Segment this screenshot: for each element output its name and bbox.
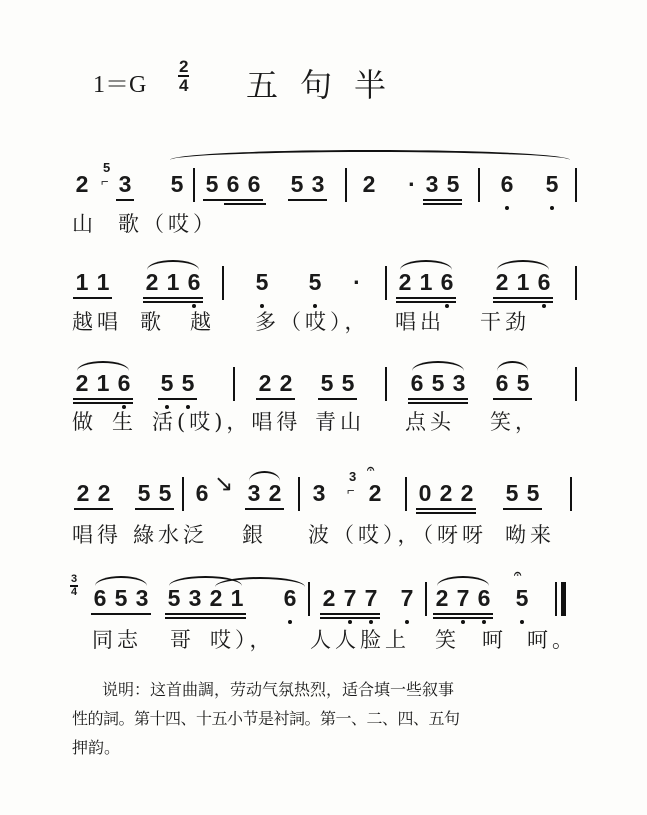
beam-line bbox=[416, 508, 476, 510]
note-digit: 2 bbox=[362, 171, 376, 197]
note-group bbox=[435, 586, 491, 610]
fermata: 𝄐 bbox=[514, 566, 522, 581]
note-group bbox=[398, 270, 454, 294]
time-top: 3 bbox=[71, 573, 78, 585]
note-digit: 5 bbox=[431, 370, 445, 396]
time-top: 2 bbox=[179, 57, 189, 76]
note-digit: 5 bbox=[167, 585, 181, 611]
note-digit: 2 bbox=[398, 269, 412, 295]
beam-line bbox=[73, 398, 133, 400]
note-group bbox=[76, 481, 111, 505]
lyric: 人人脸上 bbox=[310, 628, 410, 652]
grace-note: 3 bbox=[349, 469, 357, 484]
note-group bbox=[283, 586, 297, 610]
lyric: 干劲 bbox=[480, 310, 530, 334]
lyric: 綠水泛 bbox=[133, 523, 208, 547]
note-digit: 2 bbox=[435, 585, 449, 611]
slur bbox=[249, 471, 280, 481]
note-group bbox=[495, 270, 551, 294]
slur bbox=[497, 361, 528, 371]
lyric: 山 bbox=[72, 212, 97, 236]
note-group bbox=[290, 172, 325, 196]
barline bbox=[233, 367, 235, 401]
slur bbox=[400, 260, 452, 270]
note-group bbox=[170, 172, 184, 196]
slur bbox=[497, 260, 549, 270]
note-digit: 3 bbox=[188, 585, 202, 611]
note-digit: 0 bbox=[418, 480, 432, 506]
beam-line bbox=[165, 617, 246, 619]
note-digit: 1 bbox=[75, 269, 89, 295]
beam-line bbox=[91, 613, 151, 615]
note-group bbox=[362, 172, 376, 196]
note-digit: 5 bbox=[205, 171, 219, 197]
barline bbox=[575, 367, 577, 401]
beam-line bbox=[318, 398, 357, 400]
beam-line bbox=[135, 508, 174, 510]
time-bottom: 4 bbox=[71, 586, 78, 598]
note-digit: 3 bbox=[452, 370, 466, 396]
lyric: 活(哎)，唱得 bbox=[152, 410, 302, 434]
slur bbox=[95, 576, 147, 586]
lyric: 笑， bbox=[490, 410, 540, 434]
beam-line bbox=[224, 203, 266, 205]
barline bbox=[385, 367, 387, 401]
beam-line bbox=[158, 398, 197, 400]
note-digit: 3 bbox=[135, 585, 149, 611]
note-digit: 5 bbox=[320, 370, 334, 396]
lyric: 青山 bbox=[315, 410, 365, 434]
note-group bbox=[368, 481, 382, 505]
note-group bbox=[160, 371, 195, 395]
note-digit: 5 bbox=[526, 480, 540, 506]
note-digit: 5 bbox=[308, 269, 322, 295]
beam-line bbox=[493, 301, 553, 303]
barline bbox=[298, 477, 300, 511]
lyric: 呵。 bbox=[527, 628, 577, 652]
note-digit: 7 bbox=[400, 585, 414, 611]
grace-mark: ⌐ bbox=[347, 483, 355, 498]
note-group bbox=[195, 481, 209, 505]
barline bbox=[478, 168, 480, 202]
note-digit: 6 bbox=[440, 269, 454, 295]
lyric: 笑 bbox=[435, 628, 460, 652]
note-digit: 3 bbox=[425, 171, 439, 197]
slur bbox=[437, 576, 489, 586]
barline bbox=[182, 477, 184, 511]
beam-line bbox=[433, 613, 493, 615]
note-line: 性的詞。第十四、十五小节是衬詞。第一、二、四、五句 bbox=[72, 709, 460, 728]
note-digit: 2 bbox=[460, 480, 474, 506]
lyric: 同志 bbox=[92, 628, 142, 652]
note-digit: 6 bbox=[93, 585, 107, 611]
beam-line bbox=[493, 297, 553, 299]
lyric: 生 bbox=[112, 410, 137, 434]
note-digit: 2 bbox=[279, 370, 293, 396]
note-group bbox=[410, 371, 466, 395]
beam-line bbox=[116, 199, 134, 201]
barline bbox=[308, 582, 310, 616]
beam-line bbox=[493, 398, 532, 400]
lyric: 呵 bbox=[482, 628, 507, 652]
final-barline bbox=[561, 582, 566, 616]
note-digit: 5 bbox=[290, 171, 304, 197]
note-digit: 6 bbox=[187, 269, 201, 295]
lyric: 哎）， bbox=[210, 628, 275, 652]
note-digit: 6 bbox=[226, 171, 240, 197]
note-group bbox=[247, 481, 282, 505]
barline bbox=[193, 168, 195, 202]
barline bbox=[345, 168, 347, 202]
note-digit: 2 bbox=[145, 269, 159, 295]
note-digit: 5 bbox=[158, 480, 172, 506]
note-digit: 5 bbox=[114, 585, 128, 611]
note-group bbox=[137, 481, 172, 505]
note-digit: 2 bbox=[76, 480, 90, 506]
note-digit: 2 bbox=[368, 480, 382, 506]
time-change bbox=[70, 574, 78, 598]
lyric: 点头 bbox=[405, 410, 455, 434]
song-title: 五句半 bbox=[246, 66, 409, 104]
beam-line bbox=[203, 199, 263, 201]
phrase-slur bbox=[170, 150, 570, 160]
note-digit: 5 bbox=[137, 480, 151, 506]
note-group bbox=[400, 586, 414, 610]
note-digit: 1 bbox=[166, 269, 180, 295]
note-group bbox=[320, 371, 355, 395]
beam-line bbox=[433, 617, 493, 619]
beam-line bbox=[503, 508, 542, 510]
note-digit: 2 bbox=[258, 370, 272, 396]
beam-line bbox=[416, 512, 476, 514]
note-group bbox=[118, 172, 132, 196]
note-line: 押韵。 bbox=[72, 738, 121, 757]
slur bbox=[412, 361, 464, 371]
grace-note: 5 bbox=[103, 160, 111, 175]
note-group bbox=[418, 481, 474, 505]
lyric: 歌 bbox=[140, 310, 165, 334]
barline bbox=[222, 266, 224, 300]
lyric: 做 bbox=[72, 410, 97, 434]
note-group bbox=[425, 172, 460, 196]
note-digit: 3 bbox=[247, 480, 261, 506]
beam-line bbox=[73, 297, 112, 299]
note-digit: 5 bbox=[446, 171, 460, 197]
barline bbox=[385, 266, 387, 300]
note-group bbox=[75, 371, 131, 395]
note-digit: 3 bbox=[312, 480, 326, 506]
beam-line bbox=[143, 301, 203, 303]
beam-line bbox=[288, 199, 327, 201]
note-digit: 2 bbox=[439, 480, 453, 506]
note-digit: 5 bbox=[341, 370, 355, 396]
note-digit: 6 bbox=[410, 370, 424, 396]
beam-line bbox=[320, 613, 380, 615]
beam-line bbox=[320, 617, 380, 619]
note-digit: 6 bbox=[537, 269, 551, 295]
note-digit: 2 bbox=[97, 480, 111, 506]
lyric: 呦来 bbox=[505, 523, 555, 547]
note-group bbox=[93, 586, 149, 610]
note-digit: 5 bbox=[515, 585, 529, 611]
lyric: 波（哎），（呀呀 bbox=[308, 523, 487, 547]
note-digit: · bbox=[353, 269, 361, 295]
note-digit: 1 bbox=[230, 585, 244, 611]
note-digit: 2 bbox=[495, 269, 509, 295]
beam-line bbox=[256, 398, 295, 400]
note-group bbox=[75, 172, 89, 196]
beam-line bbox=[165, 613, 246, 615]
note-digit: 1 bbox=[96, 269, 110, 295]
note-group bbox=[145, 270, 201, 294]
note-digit: 3 bbox=[118, 171, 132, 197]
lyric: 多（哎）， bbox=[255, 310, 370, 334]
beam-line bbox=[73, 402, 133, 404]
note-digit: 6 bbox=[117, 370, 131, 396]
note-digit: 1 bbox=[516, 269, 530, 295]
explanation-note bbox=[72, 675, 592, 762]
lyric: 唱出 bbox=[395, 310, 445, 334]
note-group bbox=[255, 270, 269, 294]
note-digit: 3 bbox=[311, 171, 325, 197]
lyric: 銀 bbox=[242, 523, 267, 547]
lyric: 哥 bbox=[170, 628, 195, 652]
beam-line bbox=[245, 508, 284, 510]
fermata: 𝄐 bbox=[367, 461, 375, 476]
beam-line bbox=[396, 301, 456, 303]
note-group bbox=[515, 586, 529, 610]
barline bbox=[555, 582, 557, 616]
note-digit: 2 bbox=[75, 171, 89, 197]
note-group bbox=[322, 586, 378, 610]
note-digit: 2 bbox=[268, 480, 282, 506]
note-group bbox=[167, 586, 244, 610]
slur bbox=[147, 260, 199, 270]
note-digit: 5 bbox=[160, 370, 174, 396]
note-digit: 5 bbox=[545, 171, 559, 197]
note-digit: 6 bbox=[247, 171, 261, 197]
note-group bbox=[350, 270, 364, 294]
lyric: 歌（哎） bbox=[118, 212, 218, 236]
barline bbox=[425, 582, 427, 616]
beam-line bbox=[423, 199, 462, 201]
time-bottom: 4 bbox=[179, 76, 189, 95]
note-digit: 6 bbox=[477, 585, 491, 611]
note-group bbox=[495, 371, 530, 395]
time-signature bbox=[178, 58, 189, 94]
slur bbox=[77, 361, 129, 371]
key-signature: 1＝G bbox=[93, 72, 147, 98]
barline bbox=[405, 477, 407, 511]
beam-line bbox=[423, 203, 462, 205]
beam-line bbox=[396, 297, 456, 299]
note-group bbox=[75, 270, 110, 294]
note-digit: 6 bbox=[195, 480, 209, 506]
note-line: 说明：这首曲調，劳动气氛热烈，适合填一些叙事 bbox=[102, 680, 455, 699]
note-group bbox=[308, 270, 322, 294]
note-digit: 5 bbox=[505, 480, 519, 506]
lyric: 越唱 bbox=[72, 310, 122, 334]
beam-line bbox=[408, 398, 468, 400]
note-digit: 1 bbox=[96, 370, 110, 396]
barline bbox=[570, 477, 572, 511]
barline bbox=[575, 168, 577, 202]
note-digit: 6 bbox=[283, 585, 297, 611]
note-digit: 1 bbox=[419, 269, 433, 295]
lyric: 唱得 bbox=[72, 523, 122, 547]
note-group bbox=[258, 371, 293, 395]
note-group bbox=[545, 172, 559, 196]
barline bbox=[575, 266, 577, 300]
note-group bbox=[500, 172, 514, 196]
note-digit: 5 bbox=[181, 370, 195, 396]
note-digit: 5 bbox=[255, 269, 269, 295]
note-digit: 6 bbox=[495, 370, 509, 396]
note-digit: 5 bbox=[170, 171, 184, 197]
note-digit: 2 bbox=[209, 585, 223, 611]
note-digit: 7 bbox=[343, 585, 357, 611]
note-group bbox=[405, 172, 419, 196]
grace-mark: ⌐ bbox=[101, 174, 109, 189]
lyric: 越 bbox=[190, 310, 215, 334]
beam-line bbox=[143, 297, 203, 299]
note-digit: · bbox=[408, 171, 416, 197]
beam-line bbox=[74, 508, 113, 510]
beam-line bbox=[408, 402, 468, 404]
glissando-arrow: ↘ bbox=[214, 470, 234, 496]
note-digit: 7 bbox=[364, 585, 378, 611]
note-group bbox=[205, 172, 261, 196]
note-digit: 7 bbox=[456, 585, 470, 611]
note-group bbox=[312, 481, 326, 505]
note-digit: 2 bbox=[322, 585, 336, 611]
note-digit: 2 bbox=[75, 370, 89, 396]
note-digit: 6 bbox=[500, 171, 514, 197]
note-group bbox=[505, 481, 540, 505]
note-digit: 5 bbox=[516, 370, 530, 396]
